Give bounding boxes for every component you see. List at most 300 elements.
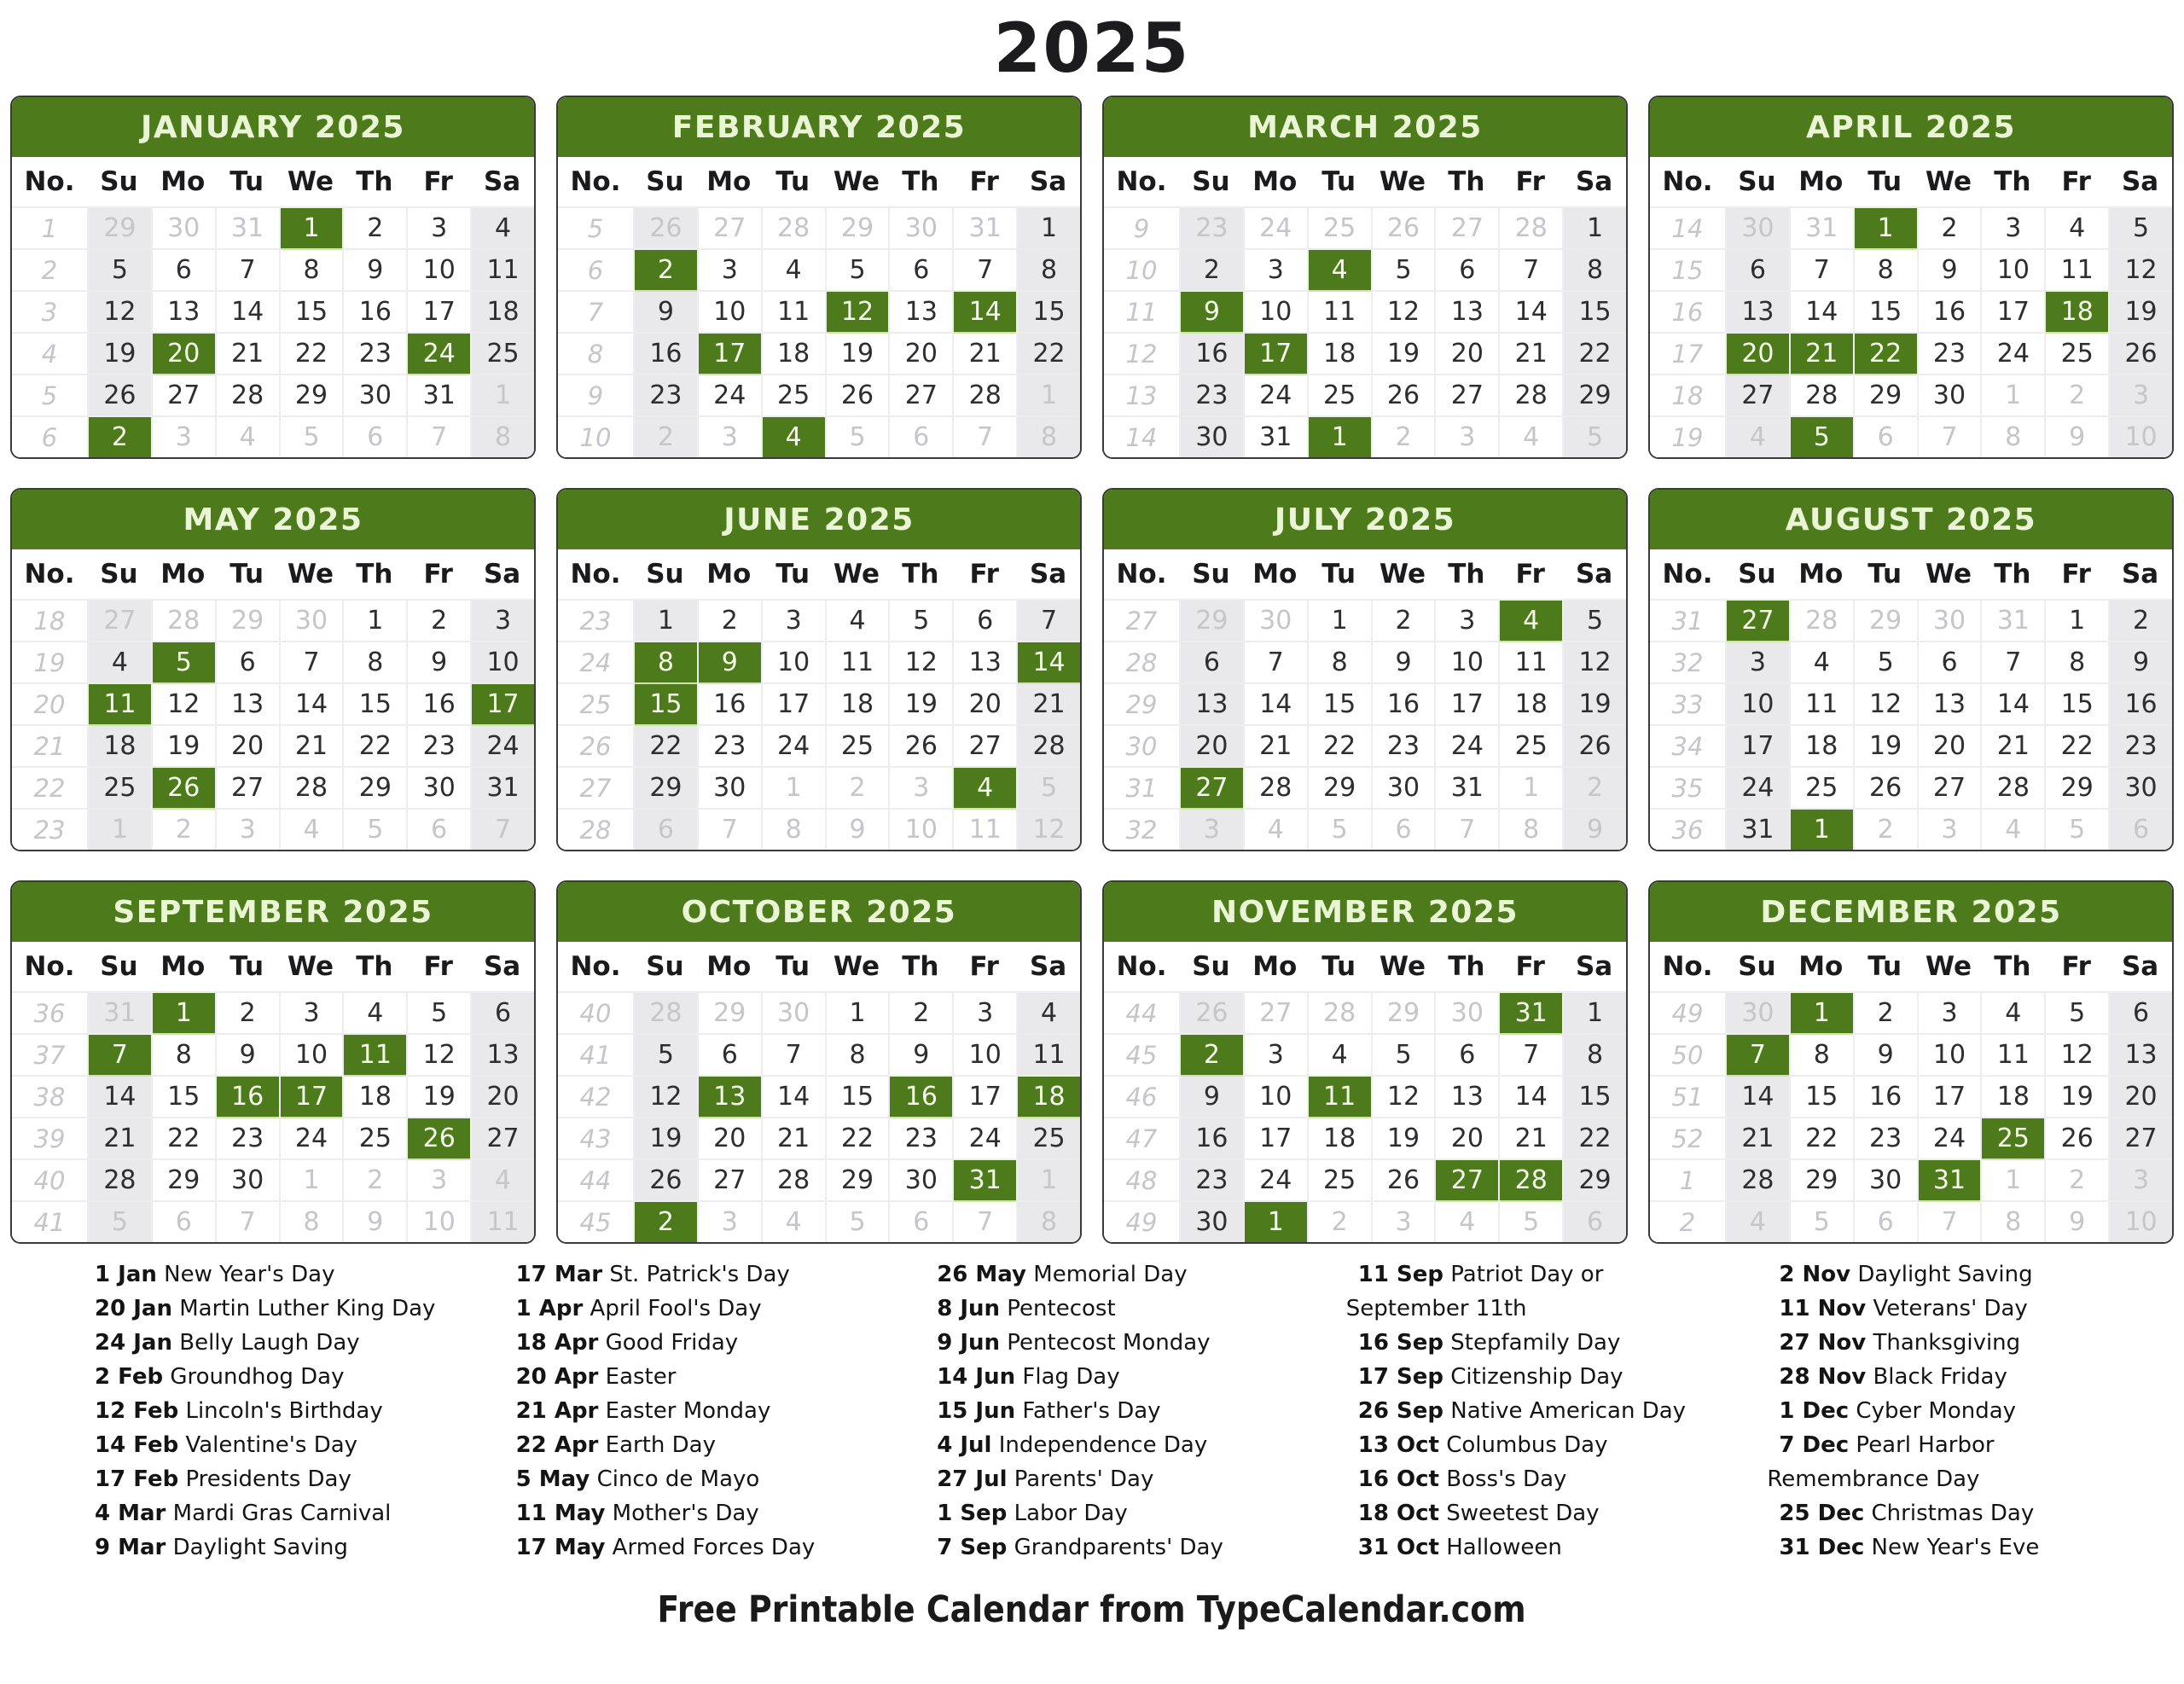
day-cell: 11 [1500, 642, 1562, 682]
day-cell: 24 [763, 726, 825, 766]
holiday-date: 26 Sep [1357, 1398, 1444, 1424]
day-cell: 7 [954, 1202, 1016, 1242]
day-cell: 7 [1436, 810, 1498, 850]
day-cell: 5 [89, 250, 151, 290]
dow-header-fr: Fr [1515, 559, 1545, 589]
day-cell: 30 [699, 768, 761, 808]
holiday-date: 17 Feb [95, 1466, 179, 1492]
day-cell: 27 [2110, 1118, 2172, 1158]
holiday-item: 26 Sep Native American Day [1357, 1398, 1687, 1424]
day-cell: 30 [763, 993, 825, 1033]
week-number: 36 [1650, 810, 1725, 850]
day-cell: 29 [1181, 601, 1243, 641]
dow-header-tu: Tu [775, 166, 810, 197]
holiday-item: 20 Jan Martin Luther King Day [95, 1296, 436, 1321]
day-cell: 2 [635, 417, 697, 457]
day-cell: 29 [1791, 1160, 1853, 1200]
holiday-item: 17 Mar St. Patrick's Day [515, 1262, 790, 1287]
day-cell: 28 [1309, 993, 1371, 1033]
day-cell: 20 [1436, 1118, 1498, 1158]
day-cell: 24 [699, 375, 761, 415]
day-cell: 9 [217, 1035, 279, 1075]
day-cell: 10 [1436, 642, 1498, 682]
day-cell: 20 [1919, 726, 1981, 766]
holiday-date: 11 Sep [1357, 1262, 1444, 1287]
holiday-date: 8 Jun [937, 1296, 1001, 1321]
day-cell: 3 [153, 417, 215, 457]
day-cell: 11 [2046, 250, 2108, 290]
holiday-item: 1 Apr April Fool's Day [515, 1296, 762, 1321]
day-cell: 2 [217, 993, 279, 1033]
day-cell: 17 [1919, 1077, 1981, 1117]
day-cell: 23 [1181, 375, 1243, 415]
day-cell: 4 [827, 601, 889, 641]
dow-header-su: Su [1192, 559, 1230, 589]
month-days-grid [12, 599, 534, 850]
month-days-grid [12, 206, 534, 457]
day-cell: 7 [89, 1035, 151, 1075]
dow-header-sa: Sa [1575, 951, 1613, 982]
day-cell: 9 [344, 250, 406, 290]
month-panel-august [1648, 488, 2174, 851]
day-cell: 5 [1373, 250, 1435, 290]
day-cell: 28 [1727, 1160, 1789, 1200]
day-cell: 10 [1727, 684, 1789, 724]
holiday-item: 17 Sep Citizenship Day [1357, 1364, 1623, 1390]
day-cell: 1 [1791, 993, 1853, 1033]
day-cell: 16 [890, 1077, 952, 1117]
day-cell: 8 [1855, 250, 1917, 290]
day-cell: 1 [1500, 768, 1562, 808]
day-cell: 2 [827, 768, 889, 808]
day-cell: 25 [827, 726, 889, 766]
holiday-item: 5 May Cinco de Mayo [515, 1466, 760, 1492]
day-cell: 22 [1564, 334, 1626, 374]
week-number: 43 [558, 1118, 633, 1158]
dow-header-su: Su [100, 166, 138, 197]
day-cell: 21 [1982, 726, 2044, 766]
day-cell: 26 [2110, 334, 2172, 374]
day-cell: 19 [2046, 1077, 2108, 1117]
day-cell: 24 [1245, 1160, 1307, 1200]
day-cell: 22 [281, 334, 343, 374]
day-cell: 21 [281, 726, 343, 766]
day-cell: 21 [763, 1118, 825, 1158]
day-cell: 27 [1436, 375, 1498, 415]
dow-header-fr: Fr [423, 951, 453, 982]
week-number: 38 [12, 1077, 87, 1117]
day-cell: 25 [1018, 1118, 1080, 1158]
day-cell: 31 [1500, 993, 1562, 1033]
day-cell: 5 [153, 642, 215, 682]
holiday-item: 15 Jun Father's Day [937, 1398, 1161, 1424]
week-number: 18 [12, 601, 87, 641]
holiday-date: 20 Jan [95, 1296, 172, 1321]
day-cell: 7 [472, 810, 534, 850]
day-cell: 9 [1564, 810, 1626, 850]
day-cell: 12 [1564, 642, 1626, 682]
day-cell: 8 [1018, 250, 1080, 290]
month-title-april: APRIL 2025 [1650, 97, 2172, 157]
week-number: 32 [1650, 642, 1725, 682]
holiday-item: 7 Dec Pearl Harbor Remembrance Day [1767, 1432, 1995, 1492]
day-cell: 7 [217, 250, 279, 290]
day-cell: 14 [1018, 642, 1080, 682]
day-cell: 11 [1018, 1035, 1080, 1075]
dow-header-mo: Mo [160, 166, 206, 197]
day-cell: 3 [472, 601, 534, 641]
holiday-item: 13 Oct Columbus Day [1357, 1432, 1608, 1458]
dow-header-tu: Tu [1867, 951, 1902, 982]
day-cell: 29 [1855, 601, 1917, 641]
day-cell: 4 [1727, 417, 1789, 457]
holiday-item: 21 Apr Easter Monday [515, 1398, 771, 1424]
day-cell: 29 [827, 208, 889, 248]
dow-header-no: No. [570, 951, 621, 982]
dow-header-no: No. [1662, 951, 1713, 982]
week-number: 41 [558, 1035, 633, 1075]
day-cell: 30 [1181, 417, 1243, 457]
holiday-date: 7 Dec [1779, 1432, 1850, 1458]
day-cell: 2 [2046, 375, 2108, 415]
day-cell: 2 [699, 601, 761, 641]
day-cell: 19 [153, 726, 215, 766]
day-cell: 15 [1564, 292, 1626, 332]
holiday-item: 20 Apr Easter [515, 1364, 677, 1390]
day-cell: 1 [153, 993, 215, 1033]
day-cell: 21 [217, 334, 279, 374]
day-cell: 18 [827, 684, 889, 724]
day-cell: 29 [1564, 375, 1626, 415]
day-cell: 27 [89, 601, 151, 641]
day-cell: 3 [890, 768, 952, 808]
day-cell: 5 [827, 250, 889, 290]
dow-header-tu: Tu [1867, 166, 1902, 197]
day-cell: 5 [827, 417, 889, 457]
day-cell: 21 [89, 1118, 151, 1158]
week-number: 19 [1650, 417, 1725, 457]
holiday-item: 27 Jul Parents' Day [937, 1466, 1154, 1492]
day-cell: 9 [1181, 292, 1243, 332]
day-cell: 9 [2110, 642, 2172, 682]
day-cell: 27 [954, 726, 1016, 766]
day-cell: 15 [153, 1077, 215, 1117]
day-cell: 29 [281, 375, 343, 415]
week-number: 6 [558, 250, 633, 290]
day-cell: 2 [2110, 601, 2172, 641]
day-cell: 30 [1727, 208, 1789, 248]
dow-header-tu: Tu [229, 951, 264, 982]
day-cell: 23 [699, 726, 761, 766]
day-cell: 30 [1436, 993, 1498, 1033]
week-number: 47 [1104, 1118, 1179, 1158]
day-cell: 27 [217, 768, 279, 808]
week-number: 14 [1104, 417, 1179, 457]
week-number: 7 [558, 292, 633, 332]
day-cell: 16 [217, 1077, 279, 1117]
month-title-may: MAY 2025 [12, 490, 534, 549]
dow-header-su: Su [646, 559, 684, 589]
day-cell: 17 [763, 684, 825, 724]
day-cell: 30 [1245, 601, 1307, 641]
day-cell: 2 [635, 1202, 697, 1242]
year-title: 2025 [993, 9, 1191, 88]
holiday-date: 16 Sep [1357, 1330, 1444, 1356]
dow-header-row [12, 549, 534, 599]
week-number: 2 [12, 250, 87, 290]
day-cell: 6 [153, 1202, 215, 1242]
day-cell: 27 [1727, 375, 1789, 415]
day-cell: 8 [2046, 642, 2108, 682]
day-cell: 6 [2110, 993, 2172, 1033]
day-cell: 30 [890, 208, 952, 248]
dow-header-row [1650, 942, 2172, 991]
day-cell: 18 [2046, 292, 2108, 332]
day-cell: 22 [635, 726, 697, 766]
day-cell: 4 [472, 208, 534, 248]
day-cell: 19 [1564, 684, 1626, 724]
week-number: 28 [558, 810, 633, 850]
dow-header-su: Su [646, 951, 684, 982]
day-cell: 23 [1855, 1118, 1917, 1158]
day-cell: 5 [2046, 810, 2108, 850]
day-cell: 10 [408, 250, 470, 290]
holiday-list [44, 1257, 2150, 1565]
day-cell: 10 [763, 642, 825, 682]
holiday-date: 28 Nov [1779, 1364, 1867, 1390]
day-cell: 12 [408, 1035, 470, 1075]
week-number: 27 [1104, 601, 1179, 641]
dow-header-su: Su [100, 951, 138, 982]
day-cell: 15 [2046, 684, 2108, 724]
day-cell: 5 [827, 1202, 889, 1242]
day-cell: 4 [1309, 1035, 1371, 1075]
day-cell: 31 [1727, 810, 1789, 850]
day-cell: 3 [1919, 993, 1981, 1033]
day-cell: 10 [954, 1035, 1016, 1075]
day-cell: 11 [89, 684, 151, 724]
week-number: 27 [558, 768, 633, 808]
month-panel-april [1648, 96, 2174, 459]
holiday-date: 31 Oct [1357, 1535, 1439, 1560]
dow-header-sa: Sa [483, 166, 521, 197]
day-cell: 5 [2046, 993, 2108, 1033]
day-cell: 7 [1791, 250, 1853, 290]
week-number: 40 [558, 993, 633, 1033]
dow-header-mo: Mo [1798, 951, 1844, 982]
day-cell: 4 [954, 768, 1016, 808]
day-cell: 19 [1373, 1118, 1435, 1158]
day-cell: 2 [344, 208, 406, 248]
day-cell: 5 [2110, 208, 2172, 248]
day-cell: 17 [1245, 334, 1307, 374]
dow-header-fr: Fr [969, 951, 999, 982]
day-cell: 27 [472, 1118, 534, 1158]
week-number: 19 [12, 642, 87, 682]
day-cell: 3 [699, 417, 761, 457]
day-cell: 28 [635, 993, 697, 1033]
day-cell: 8 [1982, 1202, 2044, 1242]
day-cell: 29 [217, 601, 279, 641]
day-cell: 11 [344, 1035, 406, 1075]
day-cell: 26 [1564, 726, 1626, 766]
dow-header-th: Th [1448, 559, 1485, 589]
day-cell: 23 [1181, 1160, 1243, 1200]
day-cell: 26 [2046, 1118, 2108, 1158]
calendar-grid [10, 96, 2174, 1244]
day-cell: 22 [827, 1118, 889, 1158]
holiday-date: 15 Jun [937, 1398, 1016, 1424]
day-cell: 19 [635, 1118, 697, 1158]
holiday-item: 4 Mar Mardi Gras Carnival [95, 1501, 392, 1526]
month-panel-january [10, 96, 536, 459]
holiday-column-2 [466, 1257, 887, 1565]
dow-header-su: Su [100, 559, 138, 589]
holiday-item: 9 Jun Pentecost Monday [937, 1330, 1211, 1356]
dow-header-fr: Fr [969, 166, 999, 197]
day-cell: 5 [635, 1035, 697, 1075]
day-cell: 3 [2110, 375, 2172, 415]
holiday-date: 17 Mar [515, 1262, 603, 1287]
dow-header-fr: Fr [423, 559, 453, 589]
week-number: 49 [1104, 1202, 1179, 1242]
holiday-item: 18 Apr Good Friday [515, 1330, 739, 1356]
holiday-item: 26 May Memorial Day [937, 1262, 1188, 1287]
dow-header-mo: Mo [1252, 559, 1298, 589]
day-cell: 14 [1982, 684, 2044, 724]
dow-header-mo: Mo [706, 559, 752, 589]
day-cell: 8 [1564, 250, 1626, 290]
day-cell: 10 [1919, 1035, 1981, 1075]
day-cell: 29 [1373, 993, 1435, 1033]
day-cell: 27 [1436, 1160, 1498, 1200]
day-cell: 4 [1245, 810, 1307, 850]
holiday-date: 24 Jan [95, 1330, 172, 1356]
day-cell: 6 [1855, 417, 1917, 457]
dow-header-row [558, 942, 1080, 991]
dow-header-no: No. [1662, 559, 1713, 589]
week-number: 39 [12, 1118, 87, 1158]
day-cell: 22 [1791, 1118, 1853, 1158]
day-cell: 1 [1018, 208, 1080, 248]
day-cell: 4 [763, 417, 825, 457]
day-cell: 20 [1436, 334, 1498, 374]
day-cell: 31 [954, 208, 1016, 248]
day-cell: 1 [1245, 1202, 1307, 1242]
day-cell: 2 [1373, 417, 1435, 457]
day-cell: 4 [1436, 1202, 1498, 1242]
day-cell: 29 [89, 208, 151, 248]
holiday-date: 9 Mar [95, 1535, 166, 1560]
day-cell: 22 [1309, 726, 1371, 766]
day-cell: 2 [1373, 601, 1435, 641]
day-cell: 1 [1309, 601, 1371, 641]
day-cell: 6 [1181, 642, 1243, 682]
day-cell: 7 [281, 642, 343, 682]
day-cell: 31 [954, 1160, 1016, 1200]
day-cell: 8 [281, 250, 343, 290]
day-cell: 31 [408, 375, 470, 415]
day-cell: 12 [827, 292, 889, 332]
day-cell: 21 [1791, 334, 1853, 374]
day-cell: 13 [1436, 1077, 1498, 1117]
day-cell: 16 [1181, 1118, 1243, 1158]
day-cell: 29 [1564, 1160, 1626, 1200]
day-cell: 5 [1564, 417, 1626, 457]
holiday-date: 21 Apr [515, 1398, 599, 1424]
dow-header-row [1104, 549, 1626, 599]
day-cell: 3 [217, 810, 279, 850]
month-title-july: JULY 2025 [1104, 490, 1626, 549]
day-cell: 17 [1727, 726, 1789, 766]
holiday-date: 1 Apr [515, 1296, 584, 1321]
day-cell: 20 [217, 726, 279, 766]
week-number: 8 [558, 334, 633, 374]
day-cell: 29 [827, 1160, 889, 1200]
week-number: 6 [12, 417, 87, 457]
day-cell: 28 [1500, 375, 1562, 415]
day-cell: 16 [408, 684, 470, 724]
dow-header-row [1104, 942, 1626, 991]
day-cell: 9 [1181, 1077, 1243, 1117]
dow-header-no: No. [24, 559, 75, 589]
holiday-date: 22 Apr [515, 1432, 599, 1458]
day-cell: 16 [699, 684, 761, 724]
day-cell: 10 [699, 292, 761, 332]
day-cell: 1 [635, 601, 697, 641]
day-cell: 26 [635, 208, 697, 248]
holiday-item: 16 Oct Boss's Day [1357, 1466, 1567, 1492]
day-cell: 4 [472, 1160, 534, 1200]
day-cell: 30 [217, 1160, 279, 1200]
day-cell: 25 [1500, 726, 1562, 766]
day-cell: 24 [281, 1118, 343, 1158]
day-cell: 17 [1982, 292, 2044, 332]
day-cell: 1 [1982, 375, 2044, 415]
dow-header-tu: Tu [775, 559, 810, 589]
day-cell: 13 [890, 292, 952, 332]
day-cell: 8 [1018, 417, 1080, 457]
day-cell: 12 [1855, 684, 1917, 724]
day-cell: 9 [344, 1202, 406, 1242]
day-cell: 11 [1309, 292, 1371, 332]
dow-header-row [1104, 157, 1626, 206]
day-cell: 7 [763, 1035, 825, 1075]
holiday-date: 14 Feb [95, 1432, 179, 1458]
day-cell: 31 [1791, 208, 1853, 248]
day-cell: 7 [217, 1202, 279, 1242]
day-cell: 6 [1436, 1035, 1498, 1075]
day-cell: 16 [1855, 1077, 1917, 1117]
day-cell: 4 [1727, 1202, 1789, 1242]
holiday-item: 2 Nov Daylight Saving [1779, 1262, 2033, 1287]
dow-header-th: Th [356, 166, 393, 197]
holiday-column-4 [1308, 1257, 1729, 1565]
day-cell: 10 [890, 810, 952, 850]
day-cell: 2 [1855, 993, 1917, 1033]
dow-header-no: No. [24, 166, 75, 197]
day-cell: 21 [1500, 1118, 1562, 1158]
dow-header-row [12, 942, 534, 991]
day-cell: 1 [472, 375, 534, 415]
month-title-november: NOVEMBER 2025 [1104, 882, 1626, 942]
day-cell: 18 [1309, 1118, 1371, 1158]
day-cell: 7 [1500, 250, 1562, 290]
day-cell: 3 [2110, 1160, 2172, 1200]
day-cell: 11 [1791, 684, 1853, 724]
day-cell: 20 [1727, 334, 1789, 374]
holiday-item: 22 Apr Earth Day [515, 1432, 716, 1458]
